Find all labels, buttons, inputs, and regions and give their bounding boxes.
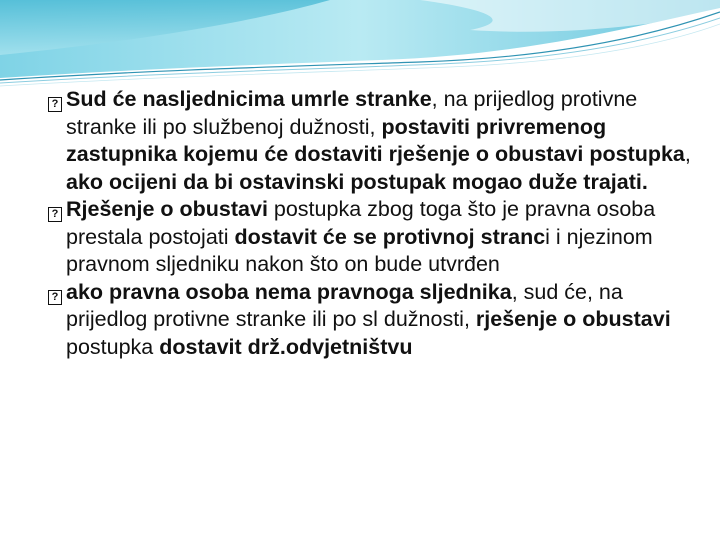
bullet-item — [48, 196, 698, 279]
text-normal: postupka — [66, 334, 160, 359]
header-wave-decoration — [0, 0, 720, 90]
text-normal: , sud će, na prijedlog protivne stranke ili po sl dužnosti, — [66, 279, 623, 331]
text-normal: i i njezinom pravnom sljedniku nakon što on bude utvrđen — [66, 224, 653, 276]
bullet-item — [48, 86, 698, 196]
text-bold: rješenje o obustavi — [475, 307, 671, 331]
slide-body — [48, 86, 698, 361]
bullet-marker-icon: ? — [48, 290, 62, 305]
text-bold: ako ocijeni da bi ostavinski postupak mogao duže trajati. — [66, 169, 648, 194]
text-bold: postaviti privremenog zastupnika kojemu će dostaviti rješenje o obustavi postupka — [66, 114, 685, 166]
text-bold: ako pravna osoba nema pravnoga sljednika — [66, 279, 512, 304]
text-bold: Rješenje o obustavi — [66, 197, 268, 221]
text-bold: dostavit će se protivnoj stranc — [234, 224, 546, 249]
text-bold: Sud će nasljednicima umrle stranke — [66, 87, 432, 111]
text-normal: , — [684, 142, 691, 166]
bullet-item — [48, 279, 698, 362]
bullet-marker-icon: ? — [48, 207, 62, 222]
text-normal: , na prijedlog protivne stranke ili po službenoj dužnosti, — [66, 87, 638, 139]
text-bold: dostavit drž.odvjetništvu — [159, 334, 413, 359]
text-normal: postupka zbog toga što je pravna osoba prestala postojati — [66, 197, 656, 249]
bullet-marker-icon: ? — [48, 97, 62, 112]
